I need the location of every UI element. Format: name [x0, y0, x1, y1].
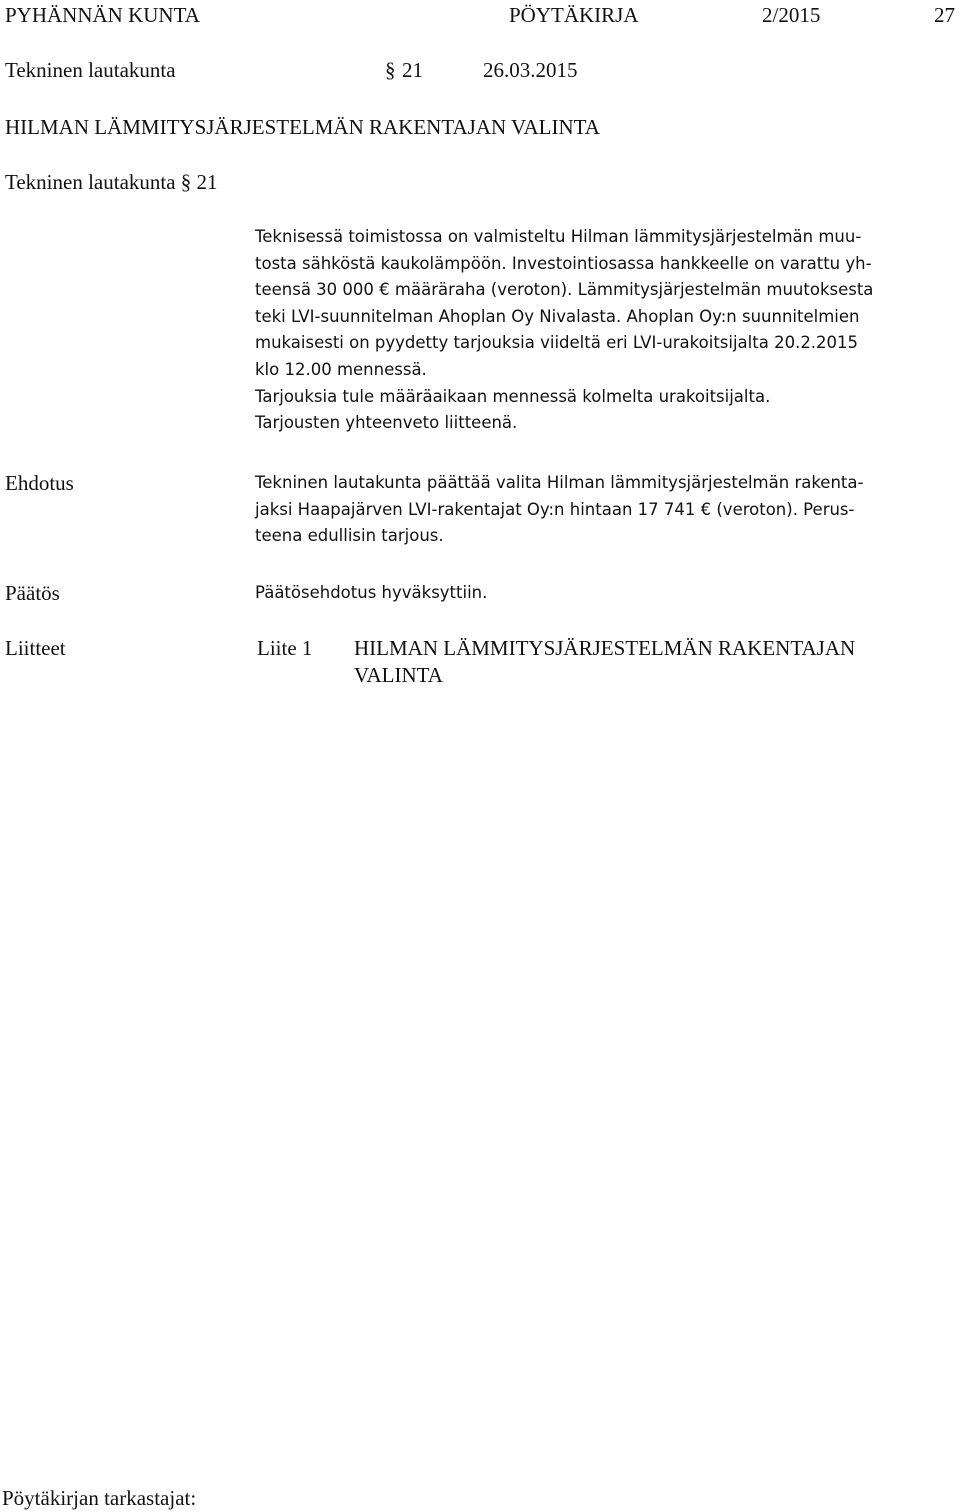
- proposal-label: Ehdotus: [5, 471, 74, 495]
- preparation-line: mukaisesti on pyydetty tarjouksia viideltä eri LVI-urakoitsijalta 20.2.2015: [255, 333, 859, 353]
- preparation-line: Teknisessä toimistossa on valmisteltu Hilman lämmitysjärjestelmän muu-: [255, 227, 862, 246]
- section-symbol: §: [385, 58, 396, 82]
- preparation-line: klo 12.00 mennessä.: [255, 359, 427, 379]
- section-number: 21: [402, 58, 423, 82]
- board-name: Tekninen lautakunta: [5, 58, 176, 82]
- preparation-text: [255, 224, 955, 437]
- document-number: 2/2015: [762, 3, 821, 27]
- attachments-label: Liitteet: [5, 636, 66, 660]
- meeting-date: 26.03.2015: [483, 58, 578, 82]
- section-subheading: Tekninen lautakunta § 21: [5, 170, 218, 194]
- preparation-line: Tarjouksia tule määräaikaan mennessä kolmelta urakoitsijalta.: [255, 386, 771, 406]
- page-number: 27: [934, 3, 955, 27]
- decision-label: Päätös: [5, 581, 60, 605]
- attachment-title-line: HILMAN LÄMMITYSJÄRJESTELMÄN RAKENTAJAN: [354, 636, 856, 660]
- proposal-text: [255, 470, 955, 550]
- proposal-line: jaksi Haapajärven LVI-rakentajat Oy:n hintaan 17 741 € (veroton). Perus-: [255, 499, 855, 519]
- decision-text: Päätösehdotus hyväksyttiin.: [255, 583, 488, 602]
- attachment-number: Liite 1: [257, 636, 313, 660]
- preparation-line: teki LVI-suunnitelman Ahoplan Oy Nivalasta. Ahoplan Oy:n suunnitelmien: [255, 306, 860, 326]
- preparation-line: tosta sähköstä kaukolämpöön. Investointiosassa hankkeelle on varattu yh-: [255, 253, 872, 273]
- attachment-title-line: VALINTA: [354, 663, 443, 687]
- reviewers-label: Pöytäkirjan tarkastajat:: [2, 1486, 197, 1510]
- document-type: PÖYTÄKIRJA: [509, 3, 639, 27]
- page-title: HILMAN LÄMMITYSJÄRJESTELMÄN RAKENTAJAN VALINTA: [5, 115, 600, 139]
- preparation-line: teensä 30 000 € määräraha (veroton). Lämmitysjärjestelmän muutoksesta: [255, 280, 874, 300]
- proposal-line: teena edullisin tarjous.: [255, 526, 444, 546]
- municipality-name: PYHÄNNÄN KUNTA: [5, 3, 200, 27]
- preparation-line: Tarjousten yhteenveto liitteenä.: [255, 413, 518, 433]
- proposal-line: Tekninen lautakunta päättää valita Hilman lämmitysjärjestelmän rakenta-: [255, 473, 864, 492]
